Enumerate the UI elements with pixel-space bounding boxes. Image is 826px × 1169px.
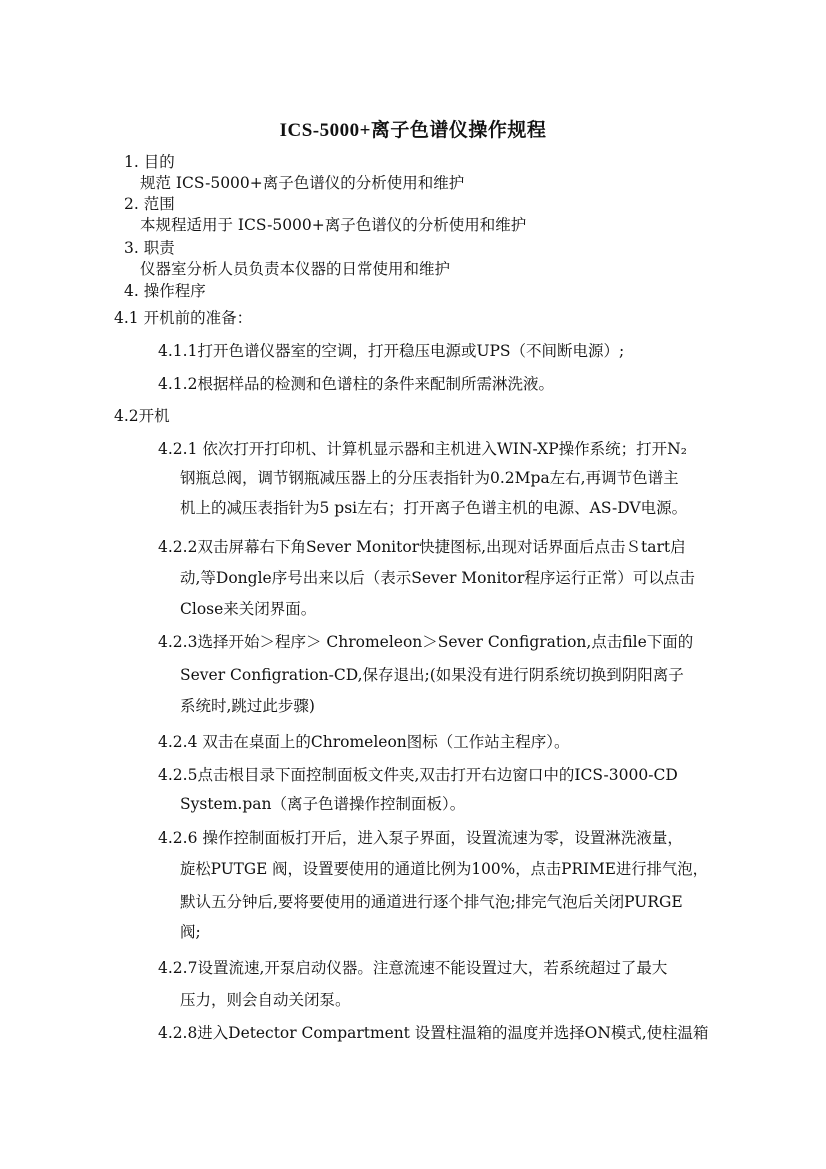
step-4-2-6-line-4: 阀; — [180, 923, 201, 941]
section-heading-purpose: 1. 目的 — [124, 153, 175, 171]
step-4-2-8-line-1: 4.2.8进入Detector Compartment 设置柱温箱的温度并选择ON模式,使柱温箱 — [158, 1024, 709, 1042]
step-4-2-6-line-3: 默认五分钟后,要将要使用的通道进行逐个排气泡;排完气泡后关闭PURGE — [180, 893, 683, 911]
step-4-2-1-line-1: 4.2.1 依次打开打印机、计算机显示器和主机进入WIN-XP操作系统；打开N₂ — [158, 440, 687, 458]
step-4-2-3-line-2: Sever Configration-CD,保存退出;(如果没有进行阴系统切换到阴阳离子 — [180, 666, 684, 684]
section-body-responsibility: 仪器室分析人员负责本仪器的日常使用和维护 — [140, 260, 451, 278]
subsection-heading-preparation: 4.1 开机前的准备： — [114, 309, 253, 327]
step-4-2-2-line-2: 动,等Dongle序号出来以后（表示Sever Monitor程序运行正常）可以点击 — [180, 569, 695, 587]
subsection-heading-startup: 4.2开机 — [114, 407, 170, 425]
document-title: ICS-5000+离子色谱仪操作规程 — [279, 120, 547, 141]
step-4-2-3-line-3: 系统时,跳过此步骤) — [180, 697, 315, 715]
section-heading-procedure: 4. 操作程序 — [124, 282, 206, 300]
step-4-2-7-line-1: 4.2.7设置流速,开泵启动仪器。注意流速不能设置过大，若系统超过了最大 — [158, 959, 668, 977]
step-4-2-6-line-2: 旋松PUTGE 阀，设置要使用的通道比例为100%，点击PRIME进行排气泡， — [180, 860, 708, 878]
step-4-2-3-line-1: 4.2.3选择开始＞程序＞ Chromeleon＞Sever Configration,点击file下面的 — [158, 633, 694, 651]
step-4-2-4: 4.2.4 双击在桌面上的Chromeleon图标（工作站主程序）。 — [158, 733, 570, 751]
section-heading-scope: 2. 范围 — [124, 195, 175, 213]
step-4-2-1-line-2: 钢瓶总阀，调节钢瓶减压器上的分压表指针为0.2Mpa左右,再调节色谱主 — [180, 469, 679, 487]
step-4-2-5-line-2: System.pan（离子色谱操作控制面板）。 — [180, 795, 466, 813]
step-4-2-2-line-1: 4.2.2双击屏幕右下角Sever Monitor快捷图标,出现对话界面后点击Ｓtart启 — [158, 538, 686, 556]
step-4-2-5-line-1: 4.2.5点击根目录下面控制面板文件夹,双击打开右边窗口中的ICS-3000-CD — [158, 766, 678, 784]
step-4-2-1-line-3: 机上的减压表指针为5 psi左右；打开离子色谱主机的电源、AS-DV电源。 — [180, 499, 688, 517]
step-4-1-2: 4.1.2根据样品的检测和色谱柱的条件来配制所需淋洗液。 — [158, 375, 554, 393]
step-4-1-1: 4.1.1打开色谱仪器室的空调，打开稳压电源或UPS（不间断电源）; — [158, 342, 625, 360]
section-body-scope: 本规程适用于 ICS-5000+离子色谱仪的分析使用和维护 — [140, 216, 527, 234]
section-heading-responsibility: 3. 职责 — [124, 239, 175, 257]
step-4-2-2-line-3: Close来关闭界面。 — [180, 600, 317, 618]
step-4-2-7-line-2: 压力，则会自动关闭泵。 — [180, 991, 351, 1009]
section-body-purpose: 规范 ICS-5000+离子色谱仪的分析使用和维护 — [140, 174, 465, 192]
step-4-2-6-line-1: 4.2.6 操作控制面板打开后，进入泵子界面，设置流速为零，设置淋洗液量， — [158, 829, 683, 847]
